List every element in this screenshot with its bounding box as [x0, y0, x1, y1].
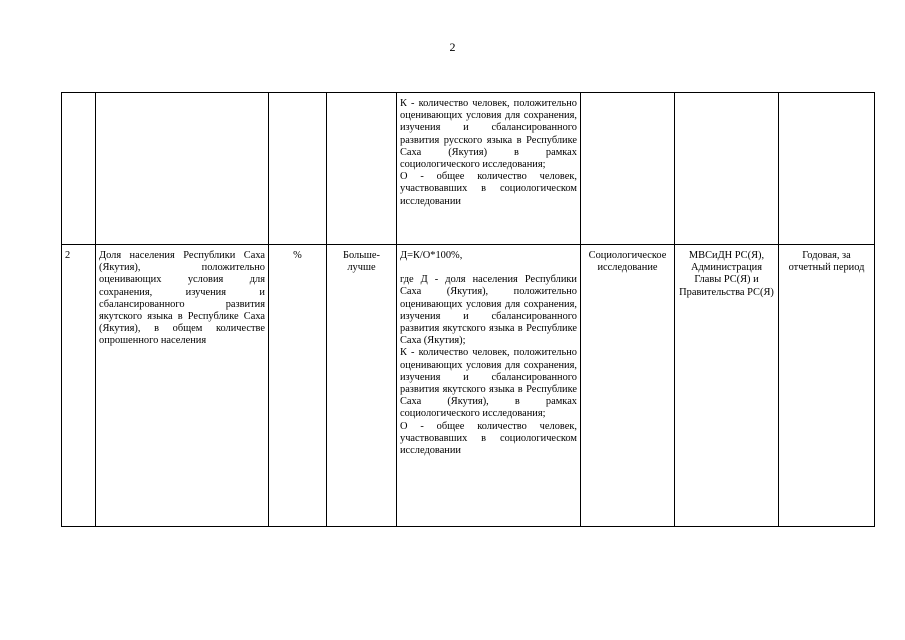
formula-gap	[400, 262, 577, 274]
cell-source-empty	[581, 93, 675, 245]
cell-indicator-empty	[96, 93, 269, 245]
table-row-continued	[62, 93, 875, 245]
direction-text: Больше-лучше	[342, 250, 381, 274]
indicators-table	[61, 92, 875, 527]
formula-d-definition: где Д - доля населения Республики Саха (Якутия), положительно оценивающих условия для сохранения, изучения и сбалансированного развития якутского языка в Республике Саха (Якутия);	[400, 274, 577, 347]
cell-unit: %	[269, 245, 327, 527]
method-o-definition: О - общее количество человек, участвовавших в социологическом исследовании	[400, 171, 577, 207]
formula-o-definition: О - общее количество человек, участвовавших в социологическом исследовании	[400, 420, 577, 457]
cell-direction	[327, 245, 397, 527]
cell-periodicity-empty	[779, 93, 875, 245]
table-row	[62, 245, 875, 527]
cell-indicator: Доля населения Республики Саха (Якутия), положительно оценивающих условия для сохранения, изучения и сбалансированного развития якутского языка в Республике Саха (Якутия), в общем количестве опрошенного населения	[96, 245, 269, 527]
method-k-definition: К - количество человек, положительно оценивающих условия для сохранения, изучения и сбалансированного развития русского языка в Республике Саха (Якутия) в рамках социологического исследования;	[400, 98, 577, 171]
cell-source: Социологическое исследование	[581, 245, 675, 527]
formula-k-definition: К - количество человек, положительно оценивающих условия для сохранения, изучения и сбалансированного развития якутского языка в Республике Саха (Якутия), в рамках социологического исследования;	[400, 347, 577, 420]
cell-direction-empty	[327, 93, 397, 245]
cell-periodicity: Годовая, за отчетный период	[779, 245, 875, 527]
cell-responsible-empty	[675, 93, 779, 245]
cell-responsible: МВСиДН РС(Я), Администрация Главы РС(Я) и Правительства РС(Я)	[675, 245, 779, 527]
cell-unit-empty	[269, 93, 327, 245]
cell-number: 2	[62, 245, 96, 527]
page-number: 2	[449, 40, 456, 54]
cell-method-continued	[397, 93, 581, 245]
cell-number-empty	[62, 93, 96, 245]
formula: Д=К/О*100%,	[400, 250, 463, 261]
cell-method	[397, 245, 581, 527]
